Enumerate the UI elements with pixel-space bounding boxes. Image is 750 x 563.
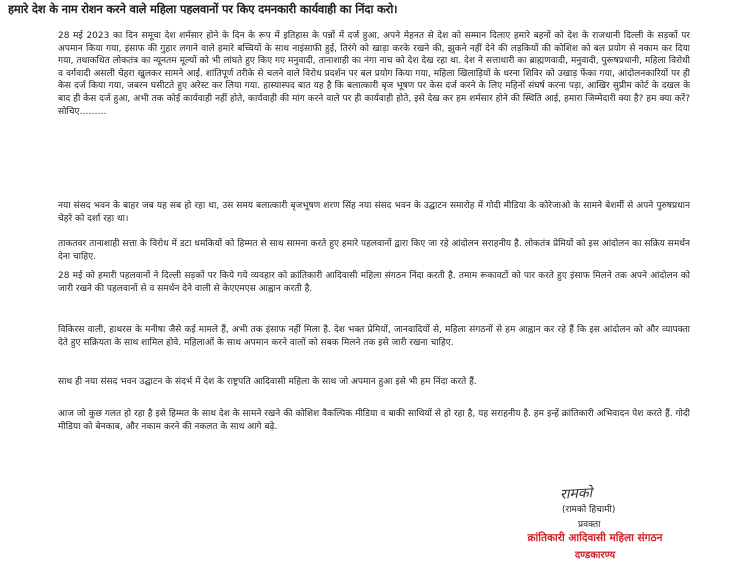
- organization-region: दण्डकारण्य: [574, 550, 616, 561]
- paragraph-6: साथ ही नया संसद भवन उद्घाटन के संदर्भ में देश के राष्ट्रपति आदिवासी महिला के साथ जो अपमान हुआ इसे भी हम निंदा करते हैं.: [58, 377, 477, 387]
- signatory-name: (रामको हिचामी): [562, 505, 616, 515]
- organization-name: क्रांतिकारी आदिवासी महिला संगठन: [527, 532, 663, 544]
- paragraph-4: 28 मई को हमारी पहलवानों ने दिल्ली सड़कों पर किये गये व्यवहार को क्रांतिकारी आदिवासी महिला संगठन निंदा करती है. तमाम रूकावटों को पार करते हुए इंसाफ मिलने तक अपने आंदोलन को जारी रखने की पहलवानों से व समर्थन देने वाली से केएएमएस आह्वान करती है.: [58, 271, 690, 294]
- paragraph-3: ताकतवर तानाशाही सत्ता के विरोध में डटा धमकियों को हिम्मत से साथ सामना करते हुए हमारे पहलवानों द्वारा किए जा रहे आंदोलन सराहनीय है. लोकतंत्र प्रेमियों को इस आंदोलन का सक्रिय समर्थन देना चाहिए.: [58, 239, 690, 262]
- signatory-role: प्रवक्ता: [578, 520, 601, 530]
- handwritten-signature: रामको: [559, 485, 593, 503]
- paragraph-5: विकिरस वाली, हाथरस के मनीषा जैसे कई मामले हैं, अभी तक इंसाफ नहीं मिला है. देश भक्त प्रेमियों, जानवादियों से, महिला संगठनों से हम आह्वान कर रहे हैं कि इस आंदोलन को और व्यापक्ता देते हुए सक्रियता के साथ शामिल होवे. महिलाओं के साथ अपमान करने वालों को सबक मिलने तक इसे जारी रखना चाहिए.: [58, 325, 690, 348]
- paragraph-2: नया संसद भवन के बाहर जब यह सब हो रहा था, उस समय बलात्कारी बृजभूषण शरण सिंह नया संसद भवन के उद्घाटन समारोह में गोदी मीडिया के कोरेजाओ के सामने बेशर्मी से अपने पुरुषप्रधान चेहरे को दर्शा रहा था।: [58, 201, 690, 224]
- paragraph-1: 28 मई 2023 का दिन समूचा देश शर्मसार होने के दिन के रूप में इतिहास के पन्नों में दर्ज हुआ, अपने मेहनत से देश को सम्मान दिलाए हमारे बहनों को देश के राजधानी दिल्ली के सड़कों पर अपमान किया गया, इंसाफ की गुहार लगाने वाले हमारे बच्चियों के साथ नाइंसाफी हुई, तिरंगे को खाड़ा करके रखने की, झुकने नहीं देने की लड़कियों की कोशिश को बल प्रयोग से नकाम कर दिया गया, तथाकथित लोकतंत्र का न्यूनतम मूल्यों को भी लांघते हुए किए गए मनुवादी, तानाशाही का नंगा नाच को देश देख रहा था. देश ने सत्ताधारी का ब्राह्मणवादी, मनुवादी, पुरूषप्रधानी, महिला विरोधी व वर्गवादी असली चेहरा खुलकर सामने आई. शांतिपूर्ण तरीके से चलने वाले विरोध प्रदर्शन पर बल प्रयोग किया गया, महिला खिलाड़ियों के धरना शिविर को उखाड़ फेंका गया, आंदोलनकारियों पर ही केस दर्ज किया गया, जबरन घसीटते हुए अरेस्ट कर लिया गया. हास्यास्पद बात यह है कि बलात्कारी बृज भूषण पर केस दर्ज करने के लिए महिनों संघर्ष करना पड़ा, आखिर सुप्रीम कोर्ट के दखल के बाद ही केस दर्ज हुआ, अभी तक कोई कार्यवाही नहीं होते, कार्यवाही की मांग करने वाले पर ही कार्यवाही होते, इसे देख कर हम शर्मसार होने की स्थिति आई, हमारा जिम्मेदारी क्या है? हम क्या करें? सोचिए………: [58, 31, 690, 117]
- document-title: हमारे देश के नाम रोशन करने वाले महिला पहलवानों पर किए दमनकारी कार्यवाही का निंदा करो।: [8, 2, 398, 16]
- paragraph-7: आज जो कुछ गलत हो रहा है इसे हिम्मत के साथ देश के सामने रखने की कोशिश वैकल्पिक मीडिया व बाकी साथियों से हो रहा है, यह सराहनीय है. हम इन्हें क्रांतिकारी अभिवादन पेश करते हैं. गोदी मीडिया को बेनकाब, और नकाम करने की नकलत के साथ आगे बढ़े.: [58, 409, 690, 432]
- signature-block: [480, 484, 710, 562]
